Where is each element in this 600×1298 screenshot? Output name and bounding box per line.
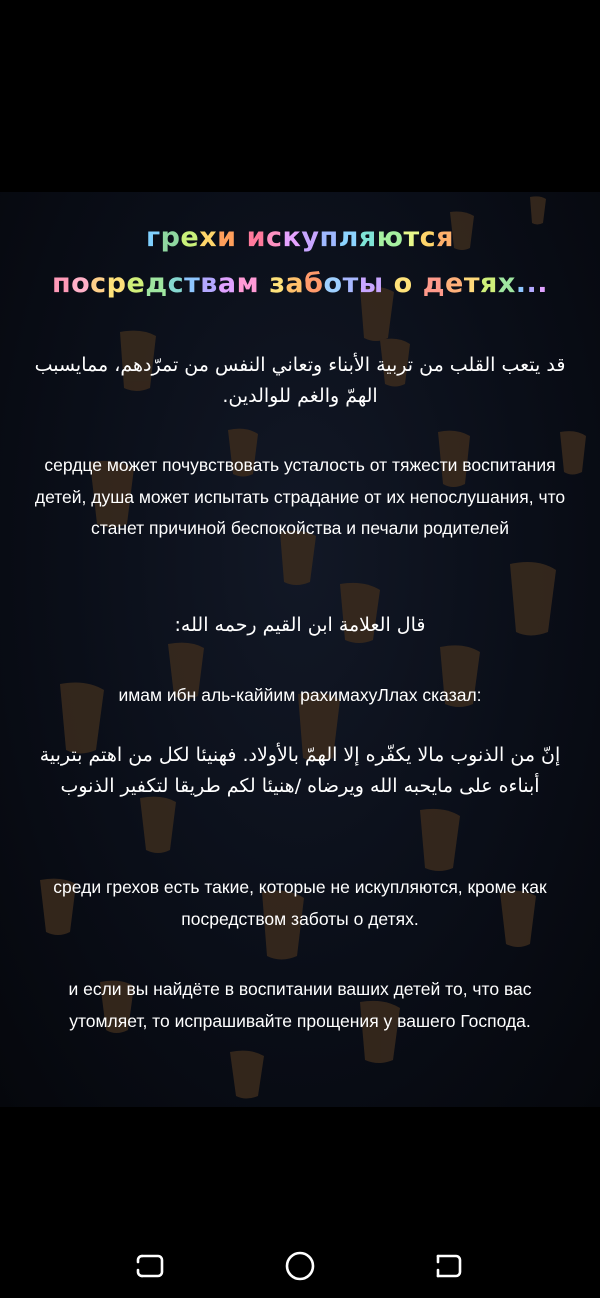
title-word: заботы <box>269 268 384 299</box>
arabic-paragraph-2: قال العلامة ابن القيم رحمه الله: <box>174 614 426 636</box>
title-word: о <box>393 268 413 299</box>
back-icon <box>426 1244 470 1288</box>
post-content <box>0 192 600 1107</box>
title-word: посредствам <box>51 268 260 299</box>
title-word: грехи <box>145 222 237 253</box>
russian-paragraph-4: и если вы найдёте в воспитании ваших детей то, что вас утомляет, то испрашивайте прощения у вашего Господа. <box>68 979 532 1031</box>
title-word: детях... <box>422 268 549 299</box>
title-line-2 <box>0 268 600 299</box>
russian-paragraph-2: имам ибн аль-каййим рахимахуЛлах сказал: <box>118 685 482 705</box>
russian-paragraph-3: среди грехов есть такие, которые не искупляются, кроме как посредством заботы о детях. <box>53 877 547 929</box>
home-icon <box>278 1244 322 1288</box>
arabic-paragraph-3: إنّ من الذنوب مالا يكفّره إلا الهمّ بالأولاد. فهنيئا لكل من اهتم بتربية أبناءه على مايحبه الله ويرضاه /هنيئا لكم طريقا لتكفير الذنوب <box>39 744 561 797</box>
title-line-1 <box>0 222 600 253</box>
russian-paragraph-1: сердце может почувствовать усталость от тяжести воспитания детей, душа может испытать страдание от их непослушания, что станет причиной беспокойства и печали родителей <box>34 455 566 538</box>
recents-button[interactable] <box>128 1244 172 1288</box>
post-image <box>0 192 600 1107</box>
back-button[interactable] <box>426 1244 470 1288</box>
status-bar-area <box>0 0 600 192</box>
arabic-paragraph-1: قد يتعب القلب من تربية الأبناء وتعاني النفس من تمرّدهم، ممايسبب الهمّ والغم للوالدين. <box>34 354 566 407</box>
navigation-bar <box>0 1107 600 1298</box>
title-word: искупляются <box>246 222 454 253</box>
recents-icon <box>128 1244 172 1288</box>
home-button[interactable] <box>278 1244 322 1288</box>
